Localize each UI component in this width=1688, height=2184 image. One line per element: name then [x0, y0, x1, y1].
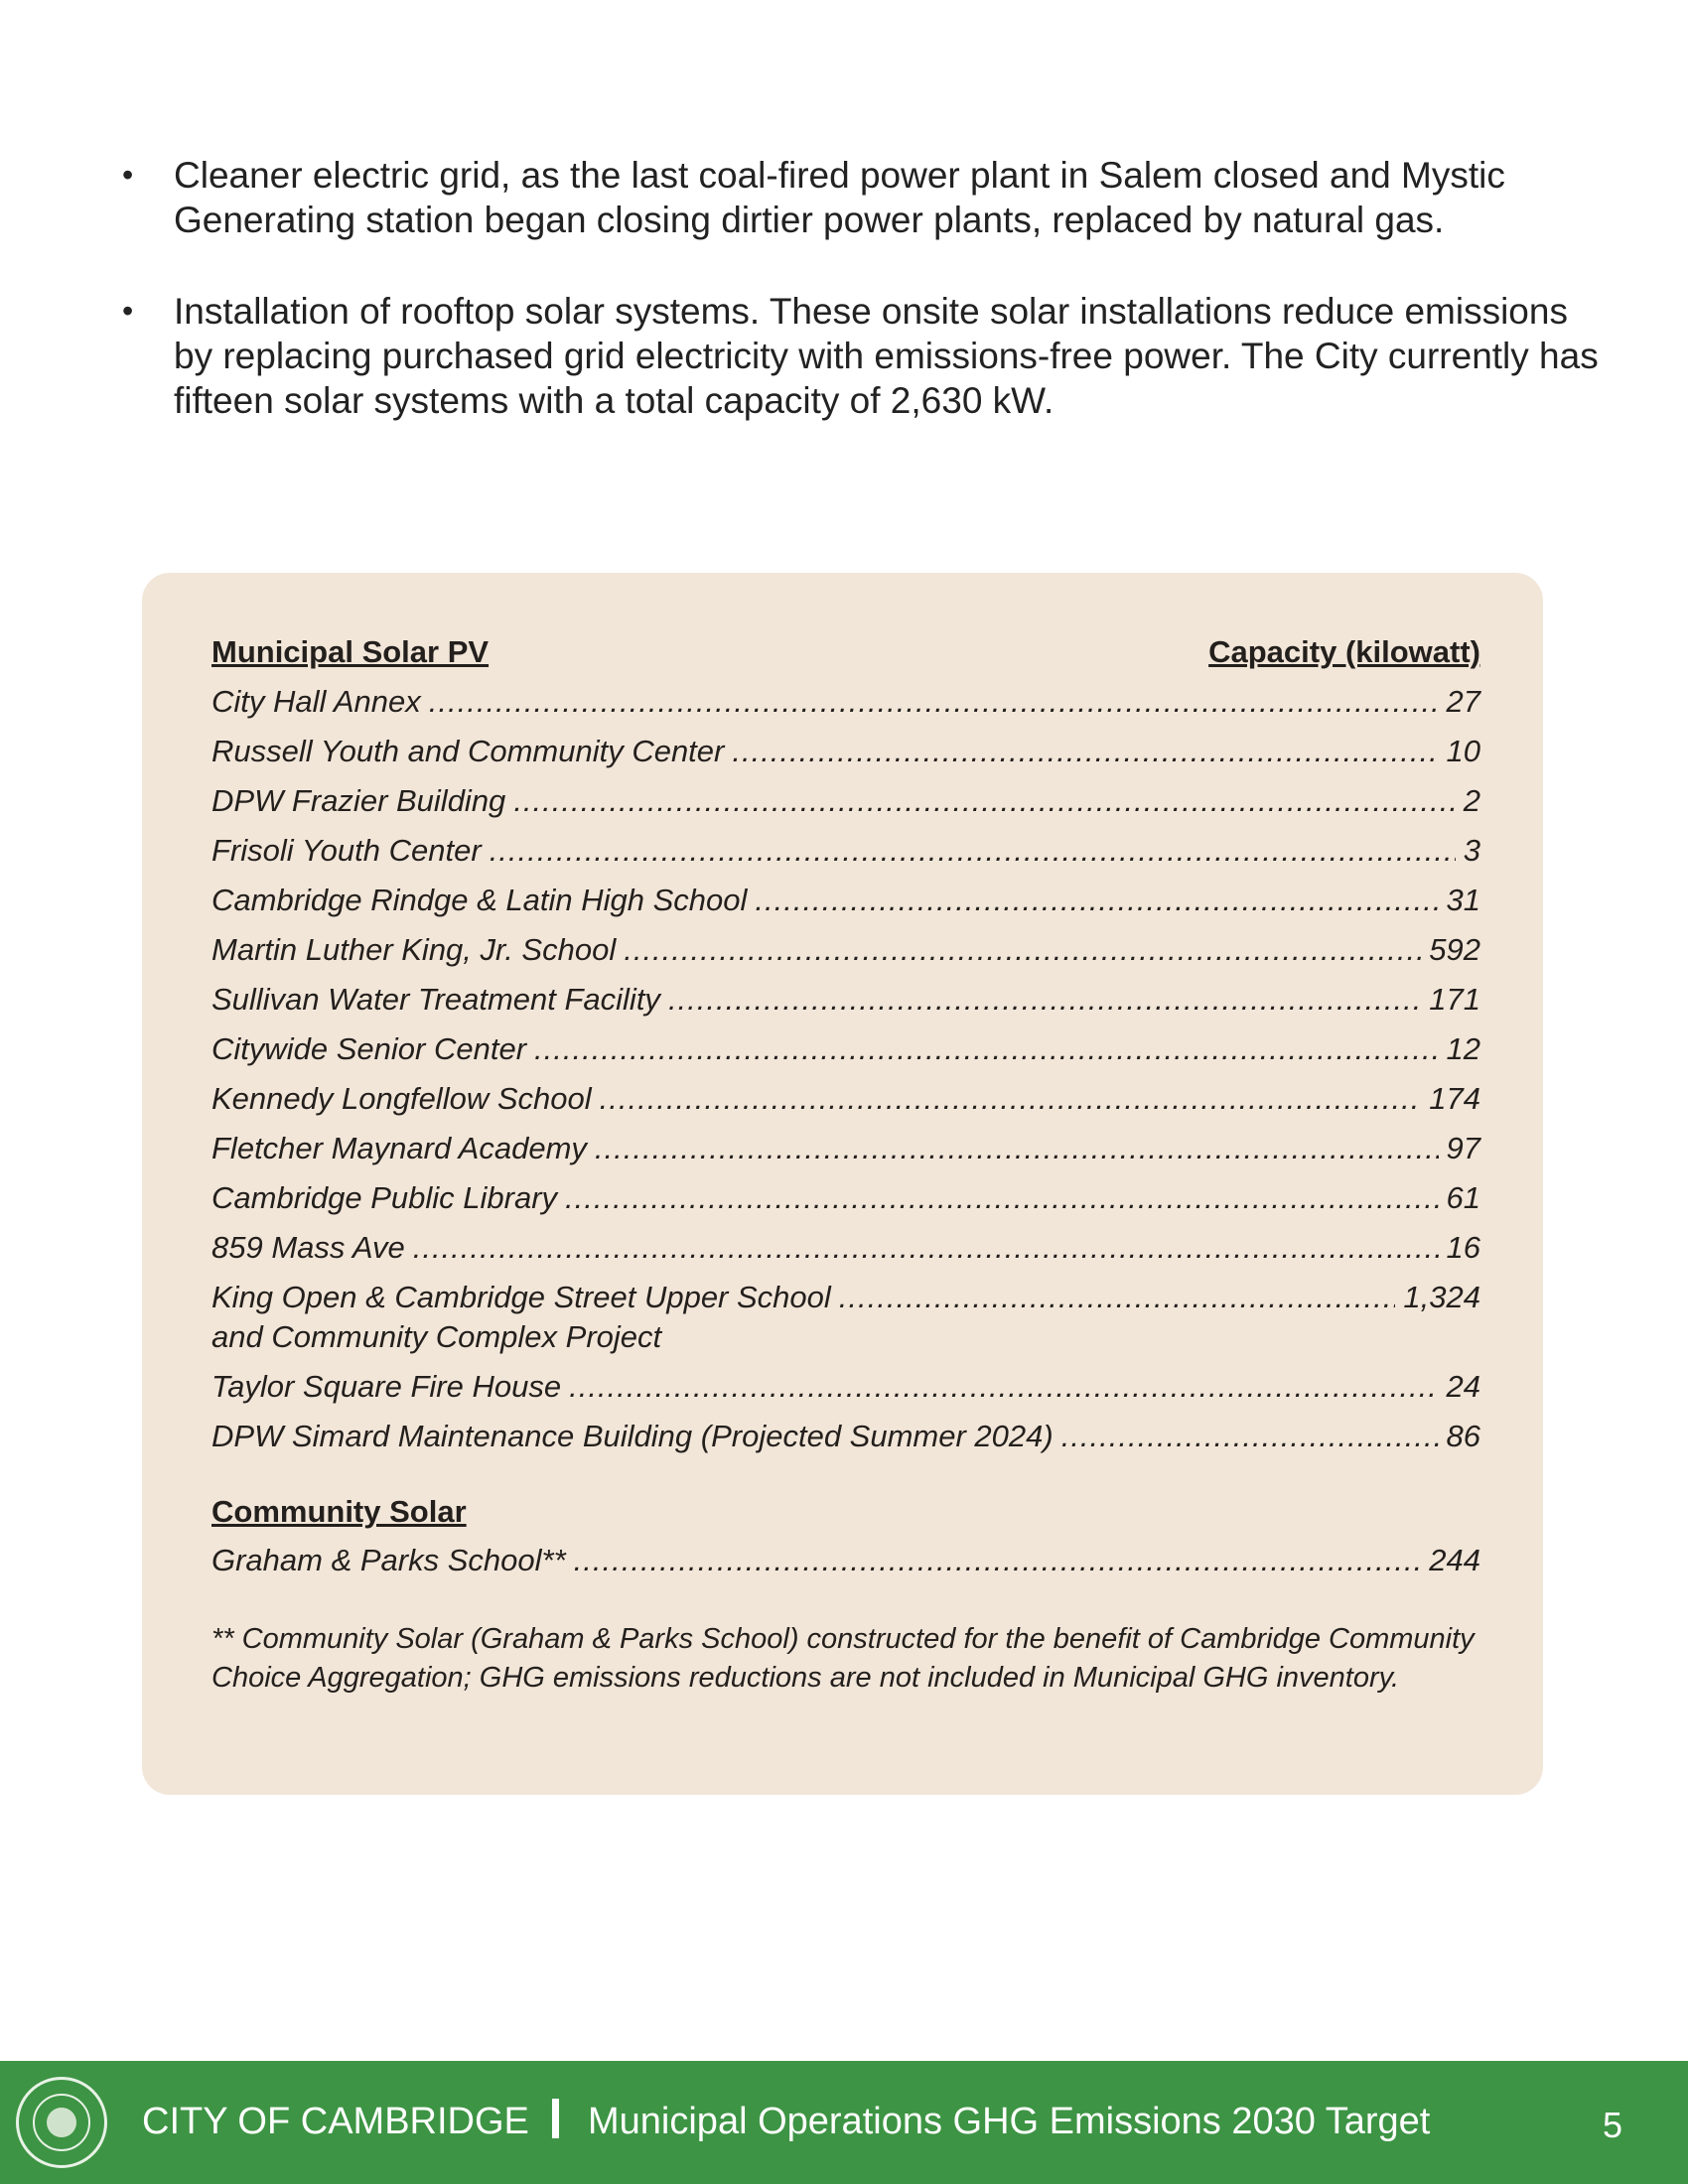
- table-row: [211, 1228, 1480, 1278]
- table-row: [211, 1367, 1480, 1417]
- dot-leader: [668, 980, 1421, 1020]
- capacity-heading: Capacity (kilowatt): [1208, 634, 1480, 669]
- dot-leader: [1061, 1417, 1439, 1456]
- bullet-text: Cleaner electric grid, as the last coal-fired power plant in Salem closed and Mystic Generating station began closing dirtier power plants, replaced by natural gas.: [174, 155, 1505, 240]
- table-row: [211, 1079, 1480, 1129]
- city-seal-icon: [16, 2077, 107, 2168]
- capacity-value: 10: [1446, 734, 1480, 768]
- table-row: [211, 682, 1480, 732]
- table-row: [211, 1129, 1480, 1178]
- site-name: Sullivan Water Treatment Facility: [211, 982, 660, 1017]
- capacity-value: 97: [1446, 1131, 1480, 1165]
- capacity-value: 171: [1429, 982, 1480, 1017]
- site-name: 859 Mass Ave: [211, 1230, 405, 1265]
- dot-leader: [429, 682, 1439, 722]
- site-name: Cambridge Rindge & Latin High School: [211, 883, 748, 917]
- footnote: ** Community Solar (Graham & Parks School) constructed for the benefit of Cambridge Community Choice Aggregation; GHG emissions reductions are not included in Municipal GHG inventory.: [211, 1623, 1475, 1694]
- site-name: Kennedy Longfellow School: [211, 1081, 592, 1116]
- bullet-glyph: •: [122, 293, 134, 329]
- dot-leader: [732, 732, 1438, 771]
- table-row: [211, 1417, 1480, 1466]
- footer-document-title: Municipal Operations GHG Emissions 2030 Target: [588, 2101, 1431, 2142]
- site-name: City Hall Annex: [211, 684, 421, 719]
- page-footer: [0, 2061, 1688, 2184]
- site-name: Taylor Square Fire House: [211, 1369, 562, 1404]
- table-row: [211, 1278, 1480, 1367]
- dot-leader: [839, 1278, 1396, 1317]
- site-name: Russell Youth and Community Center: [211, 734, 725, 768]
- capacity-value: 86: [1446, 1419, 1480, 1453]
- dot-leader: [565, 1178, 1438, 1218]
- capacity-value: 61: [1446, 1180, 1480, 1215]
- seal-core: [47, 2108, 76, 2137]
- capacity-value: 2: [1463, 783, 1480, 818]
- community-solar-heading: Community Solar: [211, 1494, 467, 1529]
- community-solar-list: [211, 1541, 1480, 1590]
- site-name: Frisoli Youth Center: [211, 833, 482, 868]
- capacity-value: 3: [1463, 833, 1480, 868]
- site-name-line-2: and Community Complex Project: [211, 1319, 662, 1354]
- table-row: [211, 1541, 1480, 1590]
- capacity-value: 12: [1446, 1031, 1480, 1066]
- dot-leader: [534, 1029, 1438, 1069]
- capacity-value: 174: [1429, 1081, 1480, 1116]
- table-row: [211, 930, 1480, 980]
- site-name: [211, 1278, 831, 1357]
- site-name: Martin Luther King, Jr. School: [211, 932, 617, 967]
- dot-leader: [624, 930, 1421, 970]
- table-row: [211, 980, 1480, 1029]
- page-number: 5: [1603, 2105, 1623, 2145]
- dot-leader: [595, 1129, 1439, 1168]
- table-row: [211, 781, 1480, 831]
- capacity-value: 24: [1446, 1369, 1480, 1404]
- capacity-value: 244: [1429, 1543, 1480, 1577]
- dot-leader: [513, 781, 1455, 821]
- dot-leader: [755, 881, 1438, 920]
- table-row: [211, 881, 1480, 930]
- table-header: [211, 634, 1480, 670]
- dot-leader: [574, 1541, 1422, 1580]
- capacity-value: 27: [1446, 684, 1480, 719]
- site-name: Graham & Parks School**: [211, 1543, 566, 1577]
- capacity-value: 16: [1446, 1230, 1480, 1265]
- capacity-value: 31: [1446, 883, 1480, 917]
- table-row: [211, 831, 1480, 881]
- table-row: [211, 1178, 1480, 1228]
- solar-capacity-panel: [142, 573, 1543, 1795]
- bullet-list: [117, 153, 1607, 470]
- dot-leader: [490, 831, 1456, 871]
- bullet-item: [117, 289, 1607, 423]
- site-name-line-1: King Open & Cambridge Street Upper School: [211, 1280, 831, 1314]
- dot-leader: [600, 1079, 1422, 1119]
- dot-leader: [569, 1367, 1438, 1407]
- bullet-glyph: •: [122, 157, 134, 193]
- bullet-text: Installation of rooftop solar systems. These onsite solar installations reduce emissions by replacing purchased grid electricity with emissions-free power. The City currently has fifteen solar systems with a total capacity of 2,630 kW.: [174, 291, 1599, 421]
- site-name: Citywide Senior Center: [211, 1031, 527, 1066]
- site-name: Cambridge Public Library: [211, 1180, 558, 1215]
- dot-leader: [413, 1228, 1439, 1268]
- capacity-value: 592: [1429, 932, 1480, 967]
- municipal-solar-list: [211, 682, 1480, 1466]
- site-name: DPW Frazier Building: [211, 783, 506, 818]
- site-name: DPW Simard Maintenance Building (Projected Summer 2024): [211, 1419, 1054, 1453]
- municipal-solar-heading: Municipal Solar PV: [211, 634, 490, 669]
- footer-divider: [552, 2099, 559, 2138]
- footer-city: CITY OF CAMBRIDGE: [142, 2101, 529, 2142]
- capacity-value: 1,324: [1403, 1280, 1480, 1314]
- site-name: Fletcher Maynard Academy: [211, 1131, 587, 1165]
- table-row: [211, 732, 1480, 781]
- table-row: [211, 1029, 1480, 1079]
- bullet-item: [117, 153, 1607, 242]
